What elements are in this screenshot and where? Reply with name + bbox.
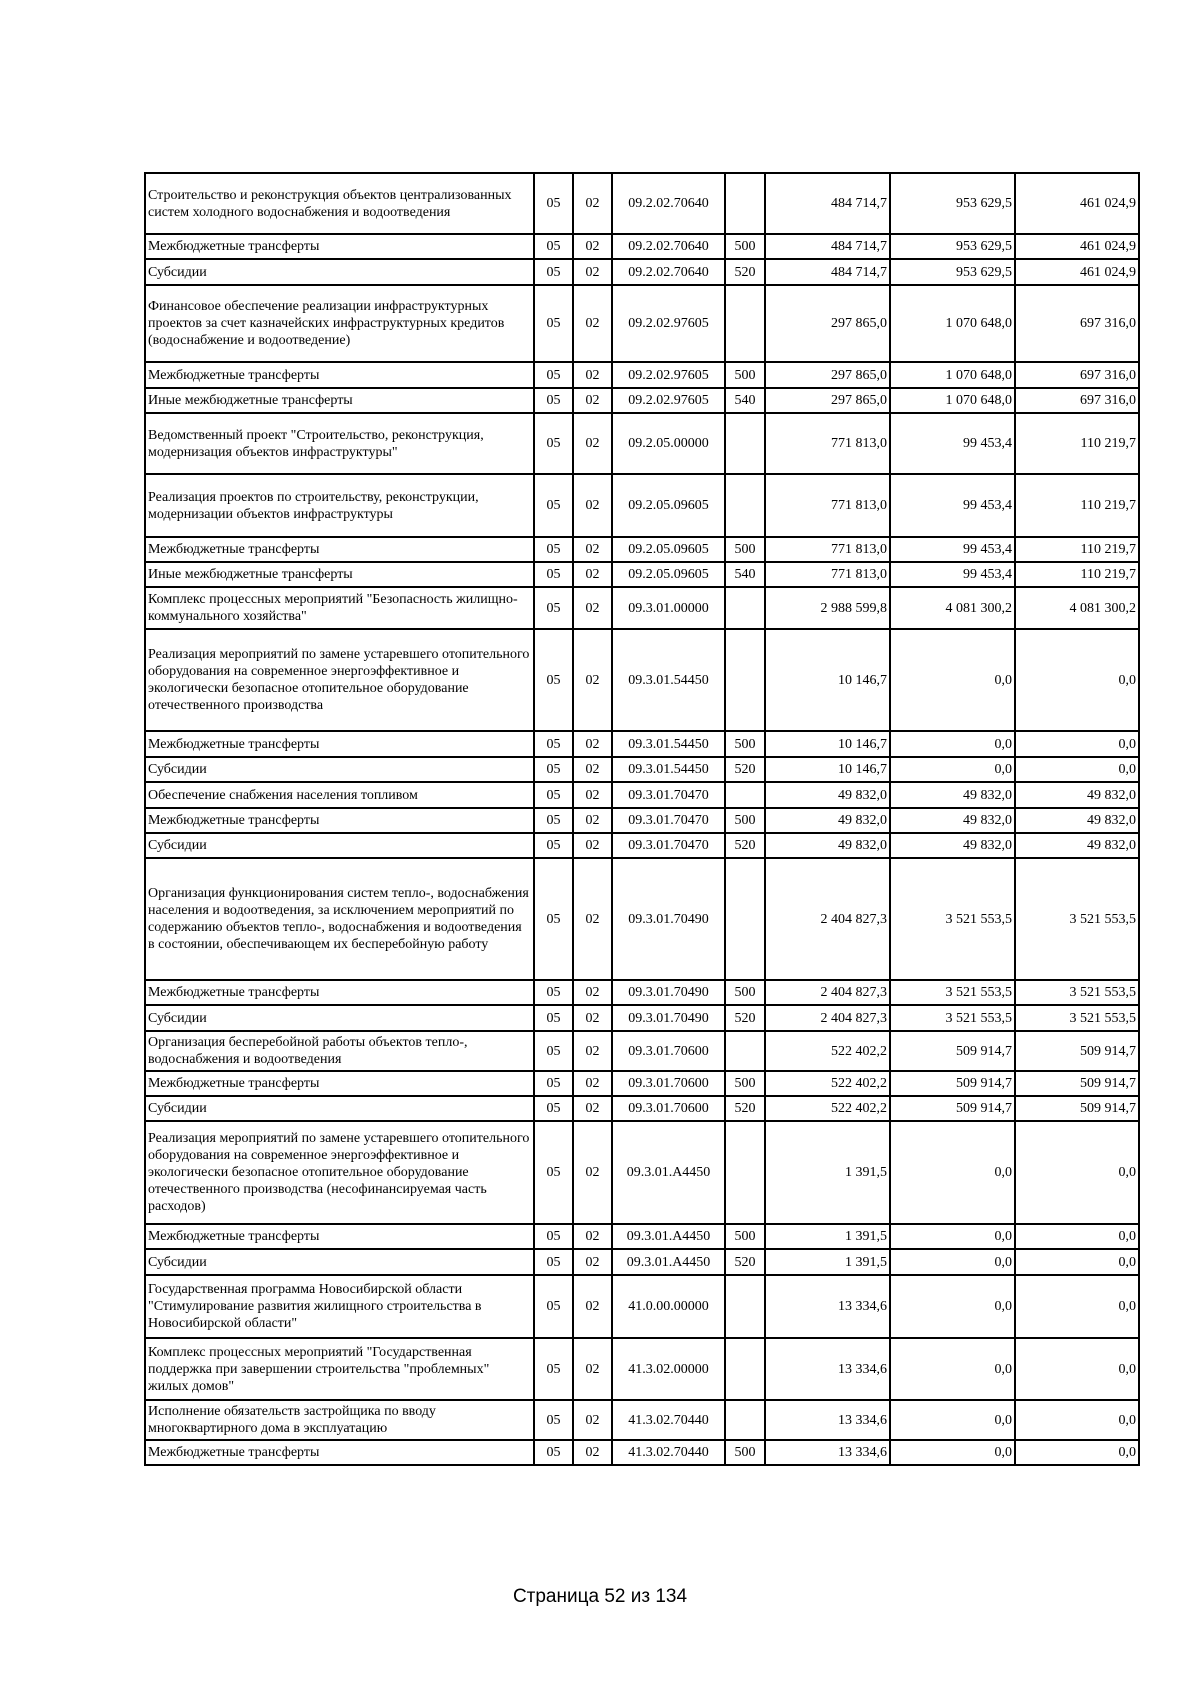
- cell-amount-year2: 99 453,4: [890, 562, 1015, 587]
- cell-amount-year3: 49 832,0: [1015, 833, 1139, 858]
- cell-expense-type: [725, 1275, 765, 1338]
- cell-subsection: 02: [573, 362, 612, 388]
- cell-target-article: 09.3.01.54450: [612, 757, 725, 782]
- cell-expense-type: 500: [725, 1440, 765, 1465]
- cell-section: 05: [534, 1071, 573, 1096]
- cell-amount-year1: 522 402,2: [765, 1031, 890, 1071]
- cell-target-article: 09.3.01.70600: [612, 1031, 725, 1071]
- cell-amount-year2: 0,0: [890, 757, 1015, 782]
- cell-amount-year1: 484 714,7: [765, 173, 890, 234]
- cell-name: Межбюджетные трансферты: [145, 1440, 534, 1465]
- cell-amount-year1: 2 988 599,8: [765, 587, 890, 629]
- table-row: [145, 413, 1139, 474]
- cell-amount-year3: 110 219,7: [1015, 413, 1139, 474]
- cell-expense-type: 540: [725, 562, 765, 587]
- cell-expense-type: [725, 1338, 765, 1400]
- cell-name: Межбюджетные трансферты: [145, 1071, 534, 1096]
- cell-section: 05: [534, 808, 573, 833]
- table-row: [145, 980, 1139, 1005]
- cell-target-article: 09.3.01.А4450: [612, 1224, 725, 1249]
- cell-name: Межбюджетные трансферты: [145, 808, 534, 833]
- cell-expense-type: [725, 173, 765, 234]
- cell-amount-year1: 297 865,0: [765, 388, 890, 413]
- cell-name: Реализация мероприятий по замене устаревшего отопительного оборудования на современное энергоэффективное и экологически безопасное отопительное оборудование отечественного производства (несофинансируемая часть расходов): [145, 1121, 534, 1224]
- table-row: [145, 1096, 1139, 1121]
- cell-target-article: 09.3.01.70490: [612, 1005, 725, 1031]
- cell-name: Ведомственный проект "Строительство, реконструкция, модернизация объектов инфраструктуры": [145, 413, 534, 474]
- cell-section: 05: [534, 1224, 573, 1249]
- cell-name: Субсидии: [145, 1096, 534, 1121]
- cell-name: Межбюджетные трансферты: [145, 234, 534, 259]
- cell-amount-year3: 509 914,7: [1015, 1096, 1139, 1121]
- cell-amount-year2: 49 832,0: [890, 808, 1015, 833]
- cell-section: 05: [534, 980, 573, 1005]
- cell-amount-year2: 49 832,0: [890, 782, 1015, 808]
- cell-amount-year3: 509 914,7: [1015, 1031, 1139, 1071]
- cell-subsection: 02: [573, 173, 612, 234]
- cell-subsection: 02: [573, 629, 612, 731]
- cell-amount-year2: 1 070 648,0: [890, 285, 1015, 362]
- table-row: [145, 833, 1139, 858]
- cell-amount-year2: 99 453,4: [890, 537, 1015, 562]
- cell-amount-year1: 297 865,0: [765, 362, 890, 388]
- cell-expense-type: [725, 629, 765, 731]
- cell-amount-year1: 2 404 827,3: [765, 980, 890, 1005]
- cell-subsection: 02: [573, 1338, 612, 1400]
- table-row: [145, 1249, 1139, 1275]
- cell-amount-year1: 2 404 827,3: [765, 858, 890, 980]
- cell-target-article: 41.3.02.00000: [612, 1338, 725, 1400]
- cell-section: 05: [534, 858, 573, 980]
- cell-subsection: 02: [573, 833, 612, 858]
- cell-target-article: 09.3.01.54450: [612, 731, 725, 757]
- cell-amount-year1: 49 832,0: [765, 808, 890, 833]
- cell-subsection: 02: [573, 259, 612, 285]
- cell-name: Финансовое обеспечение реализации инфраструктурных проектов за счет казначейских инфраструктурных кредитов (водоснабжение и водоотведение): [145, 285, 534, 362]
- cell-amount-year3: 0,0: [1015, 1440, 1139, 1465]
- cell-target-article: 41.0.00.00000: [612, 1275, 725, 1338]
- cell-amount-year1: 49 832,0: [765, 833, 890, 858]
- table-row: [145, 587, 1139, 629]
- table-row: [145, 1121, 1139, 1224]
- cell-section: 05: [534, 413, 573, 474]
- cell-name: Комплекс процессных мероприятий "Безопасность жилищно-коммунального хозяйства": [145, 587, 534, 629]
- cell-expense-type: 500: [725, 537, 765, 562]
- cell-amount-year3: 3 521 553,5: [1015, 1005, 1139, 1031]
- cell-amount-year3: 697 316,0: [1015, 285, 1139, 362]
- cell-expense-type: 500: [725, 1224, 765, 1249]
- cell-name: Реализация проектов по строительству, реконструкции, модернизации объектов инфраструктуры: [145, 474, 534, 537]
- cell-subsection: 02: [573, 980, 612, 1005]
- cell-target-article: 09.3.01.70470: [612, 833, 725, 858]
- cell-target-article: 09.3.01.70490: [612, 980, 725, 1005]
- cell-subsection: 02: [573, 474, 612, 537]
- cell-target-article: 09.3.01.А4450: [612, 1121, 725, 1224]
- cell-name: Государственная программа Новосибирской области "Стимулирование развития жилищного строительства в Новосибирской области": [145, 1275, 534, 1338]
- table-row: [145, 285, 1139, 362]
- cell-target-article: 41.3.02.70440: [612, 1400, 725, 1440]
- cell-name: Субсидии: [145, 259, 534, 285]
- cell-amount-year2: 3 521 553,5: [890, 1005, 1015, 1031]
- cell-subsection: 02: [573, 1121, 612, 1224]
- cell-amount-year3: 0,0: [1015, 1249, 1139, 1275]
- cell-target-article: 09.2.02.70640: [612, 173, 725, 234]
- cell-amount-year1: 297 865,0: [765, 285, 890, 362]
- cell-amount-year3: 461 024,9: [1015, 259, 1139, 285]
- cell-amount-year1: 1 391,5: [765, 1249, 890, 1275]
- page-number: Страница 52 из 134: [512, 1586, 688, 1607]
- cell-amount-year3: 0,0: [1015, 731, 1139, 757]
- cell-section: 05: [534, 1249, 573, 1275]
- cell-amount-year1: 771 813,0: [765, 474, 890, 537]
- cell-amount-year2: 0,0: [890, 1440, 1015, 1465]
- cell-amount-year2: 3 521 553,5: [890, 980, 1015, 1005]
- cell-section: 05: [534, 362, 573, 388]
- cell-subsection: 02: [573, 1249, 612, 1275]
- cell-name: Субсидии: [145, 1249, 534, 1275]
- cell-expense-type: [725, 1031, 765, 1071]
- cell-section: 05: [534, 259, 573, 285]
- cell-section: 05: [534, 1031, 573, 1071]
- cell-amount-year2: 953 629,5: [890, 234, 1015, 259]
- cell-section: 05: [534, 833, 573, 858]
- cell-amount-year1: 10 146,7: [765, 629, 890, 731]
- cell-target-article: 09.2.05.09605: [612, 474, 725, 537]
- cell-name: Субсидии: [145, 833, 534, 858]
- cell-amount-year2: 0,0: [890, 1121, 1015, 1224]
- table-row: [145, 1400, 1139, 1440]
- cell-amount-year1: 771 813,0: [765, 537, 890, 562]
- cell-target-article: 09.3.01.70600: [612, 1096, 725, 1121]
- cell-amount-year3: 49 832,0: [1015, 782, 1139, 808]
- cell-amount-year2: 0,0: [890, 731, 1015, 757]
- cell-expense-type: 520: [725, 1005, 765, 1031]
- cell-section: 05: [534, 782, 573, 808]
- cell-amount-year3: 0,0: [1015, 1275, 1139, 1338]
- cell-section: 05: [534, 587, 573, 629]
- cell-subsection: 02: [573, 285, 612, 362]
- table-row: [145, 858, 1139, 980]
- cell-amount-year3: 3 521 553,5: [1015, 980, 1139, 1005]
- cell-amount-year3: 0,0: [1015, 1338, 1139, 1400]
- cell-name: Иные межбюджетные трансферты: [145, 562, 534, 587]
- table-row: [145, 808, 1139, 833]
- cell-target-article: 09.2.02.97605: [612, 285, 725, 362]
- cell-target-article: 09.3.01.70470: [612, 782, 725, 808]
- cell-section: 05: [534, 474, 573, 537]
- cell-amount-year3: 461 024,9: [1015, 173, 1139, 234]
- table-row: [145, 259, 1139, 285]
- cell-amount-year1: 1 391,5: [765, 1224, 890, 1249]
- cell-amount-year3: 110 219,7: [1015, 474, 1139, 537]
- table-row: [145, 1031, 1139, 1071]
- cell-amount-year2: 0,0: [890, 1400, 1015, 1440]
- cell-section: 05: [534, 1338, 573, 1400]
- cell-amount-year2: 0,0: [890, 1338, 1015, 1400]
- cell-section: 05: [534, 388, 573, 413]
- cell-name: Реализация мероприятий по замене устаревшего отопительного оборудования на современное энергоэффективное и экологически безопасное отопительное оборудование отечественного производства: [145, 629, 534, 731]
- cell-expense-type: [725, 285, 765, 362]
- cell-section: 05: [534, 537, 573, 562]
- cell-target-article: 09.2.02.97605: [612, 362, 725, 388]
- cell-amount-year3: 0,0: [1015, 1400, 1139, 1440]
- cell-amount-year1: 484 714,7: [765, 259, 890, 285]
- cell-amount-year3: 3 521 553,5: [1015, 858, 1139, 980]
- cell-subsection: 02: [573, 587, 612, 629]
- cell-name: Иные межбюджетные трансферты: [145, 388, 534, 413]
- cell-name: Обеспечение снабжения населения топливом: [145, 782, 534, 808]
- cell-target-article: 09.2.05.09605: [612, 537, 725, 562]
- cell-amount-year3: 4 081 300,2: [1015, 587, 1139, 629]
- cell-subsection: 02: [573, 234, 612, 259]
- cell-name: Межбюджетные трансферты: [145, 731, 534, 757]
- cell-amount-year2: 4 081 300,2: [890, 587, 1015, 629]
- budget-table: [144, 172, 1140, 1466]
- cell-subsection: 02: [573, 757, 612, 782]
- cell-amount-year2: 953 629,5: [890, 173, 1015, 234]
- cell-amount-year3: 461 024,9: [1015, 234, 1139, 259]
- cell-amount-year2: 1 070 648,0: [890, 362, 1015, 388]
- cell-subsection: 02: [573, 413, 612, 474]
- table-row: [145, 757, 1139, 782]
- cell-expense-type: [725, 587, 765, 629]
- cell-subsection: 02: [573, 1071, 612, 1096]
- cell-expense-type: 540: [725, 388, 765, 413]
- cell-amount-year1: 522 402,2: [765, 1096, 890, 1121]
- cell-target-article: 09.3.01.00000: [612, 587, 725, 629]
- cell-amount-year3: 0,0: [1015, 1224, 1139, 1249]
- cell-amount-year2: 3 521 553,5: [890, 858, 1015, 980]
- cell-amount-year1: 10 146,7: [765, 731, 890, 757]
- cell-amount-year1: 10 146,7: [765, 757, 890, 782]
- table-row: [145, 782, 1139, 808]
- cell-expense-type: 500: [725, 1071, 765, 1096]
- cell-amount-year3: 0,0: [1015, 1121, 1139, 1224]
- cell-amount-year1: 13 334,6: [765, 1275, 890, 1338]
- table-row: [145, 1005, 1139, 1031]
- cell-expense-type: 500: [725, 980, 765, 1005]
- cell-amount-year1: 771 813,0: [765, 562, 890, 587]
- cell-target-article: 41.3.02.70440: [612, 1440, 725, 1465]
- cell-target-article: 09.2.05.09605: [612, 562, 725, 587]
- cell-expense-type: 500: [725, 731, 765, 757]
- cell-amount-year1: 13 334,6: [765, 1338, 890, 1400]
- cell-subsection: 02: [573, 1005, 612, 1031]
- cell-section: 05: [534, 285, 573, 362]
- cell-amount-year1: 13 334,6: [765, 1440, 890, 1465]
- cell-subsection: 02: [573, 562, 612, 587]
- table-row: [145, 388, 1139, 413]
- table-row: [145, 731, 1139, 757]
- cell-name: Межбюджетные трансферты: [145, 1224, 534, 1249]
- budget-table-body: [145, 173, 1139, 1465]
- cell-amount-year3: 509 914,7: [1015, 1071, 1139, 1096]
- cell-expense-type: 500: [725, 234, 765, 259]
- cell-name: Комплекс процессных мероприятий "Государственная поддержка при завершении строительства "проблемных" жилых домов": [145, 1338, 534, 1400]
- cell-target-article: 09.3.01.70470: [612, 808, 725, 833]
- cell-expense-type: [725, 858, 765, 980]
- table-row: [145, 1275, 1139, 1338]
- cell-expense-type: 500: [725, 808, 765, 833]
- cell-section: 05: [534, 234, 573, 259]
- cell-name: Межбюджетные трансферты: [145, 980, 534, 1005]
- cell-amount-year3: 110 219,7: [1015, 537, 1139, 562]
- cell-section: 05: [534, 1121, 573, 1224]
- cell-amount-year2: 0,0: [890, 1224, 1015, 1249]
- cell-amount-year2: 509 914,7: [890, 1096, 1015, 1121]
- table-row: [145, 362, 1139, 388]
- cell-amount-year2: 99 453,4: [890, 474, 1015, 537]
- cell-section: 05: [534, 1400, 573, 1440]
- cell-amount-year3: 49 832,0: [1015, 808, 1139, 833]
- cell-section: 05: [534, 1440, 573, 1465]
- cell-subsection: 02: [573, 1275, 612, 1338]
- cell-subsection: 02: [573, 1096, 612, 1121]
- cell-name: Организация функционирования систем тепло-, водоснабжения населения и водоотведения, за исключением мероприятий по содержанию объектов тепло-, водоснабжения и водоотведения в состоянии, обеспечивающем их бесперебойную работу: [145, 858, 534, 980]
- cell-amount-year3: 697 316,0: [1015, 362, 1139, 388]
- cell-amount-year2: 99 453,4: [890, 413, 1015, 474]
- cell-amount-year2: 49 832,0: [890, 833, 1015, 858]
- cell-name: Межбюджетные трансферты: [145, 537, 534, 562]
- cell-amount-year2: 509 914,7: [890, 1031, 1015, 1071]
- cell-amount-year2: 953 629,5: [890, 259, 1015, 285]
- cell-expense-type: 500: [725, 362, 765, 388]
- cell-amount-year3: 110 219,7: [1015, 562, 1139, 587]
- cell-name: Строительство и реконструкция объектов централизованных систем холодного водоснабжения и водоотведения: [145, 173, 534, 234]
- table-row: [145, 173, 1139, 234]
- cell-expense-type: [725, 1121, 765, 1224]
- table-row: [145, 1224, 1139, 1249]
- cell-subsection: 02: [573, 1440, 612, 1465]
- cell-section: 05: [534, 562, 573, 587]
- cell-section: 05: [534, 1275, 573, 1338]
- cell-subsection: 02: [573, 388, 612, 413]
- cell-amount-year1: 2 404 827,3: [765, 1005, 890, 1031]
- cell-subsection: 02: [573, 782, 612, 808]
- cell-section: 05: [534, 731, 573, 757]
- cell-target-article: 09.3.01.70600: [612, 1071, 725, 1096]
- table-row: [145, 1071, 1139, 1096]
- table-row: [145, 1338, 1139, 1400]
- cell-expense-type: 520: [725, 259, 765, 285]
- cell-amount-year1: 484 714,7: [765, 234, 890, 259]
- cell-amount-year1: 1 391,5: [765, 1121, 890, 1224]
- cell-section: 05: [534, 173, 573, 234]
- cell-section: 05: [534, 1005, 573, 1031]
- cell-amount-year2: 509 914,7: [890, 1071, 1015, 1096]
- cell-expense-type: 520: [725, 1096, 765, 1121]
- table-row: [145, 562, 1139, 587]
- cell-target-article: 09.2.02.97605: [612, 388, 725, 413]
- cell-amount-year3: 0,0: [1015, 757, 1139, 782]
- cell-amount-year2: 0,0: [890, 629, 1015, 731]
- cell-target-article: 09.3.01.70490: [612, 858, 725, 980]
- cell-target-article: 09.2.05.00000: [612, 413, 725, 474]
- table-row: [145, 234, 1139, 259]
- cell-amount-year1: 771 813,0: [765, 413, 890, 474]
- cell-amount-year2: 0,0: [890, 1249, 1015, 1275]
- cell-section: 05: [534, 757, 573, 782]
- cell-subsection: 02: [573, 1224, 612, 1249]
- cell-subsection: 02: [573, 808, 612, 833]
- cell-expense-type: [725, 1400, 765, 1440]
- cell-target-article: 09.2.02.70640: [612, 234, 725, 259]
- cell-expense-type: [725, 474, 765, 537]
- cell-section: 05: [534, 629, 573, 731]
- table-row: [145, 1440, 1139, 1465]
- cell-name: Исполнение обязательств застройщика по вводу многоквартирного дома в эксплуатацию: [145, 1400, 534, 1440]
- cell-expense-type: 520: [725, 757, 765, 782]
- cell-subsection: 02: [573, 1031, 612, 1071]
- cell-amount-year1: 13 334,6: [765, 1400, 890, 1440]
- cell-expense-type: 520: [725, 833, 765, 858]
- cell-expense-type: 520: [725, 1249, 765, 1275]
- cell-subsection: 02: [573, 1400, 612, 1440]
- cell-target-article: 09.3.01.А4450: [612, 1249, 725, 1275]
- cell-amount-year3: 0,0: [1015, 629, 1139, 731]
- table-row: [145, 629, 1139, 731]
- cell-expense-type: [725, 782, 765, 808]
- cell-amount-year3: 697 316,0: [1015, 388, 1139, 413]
- cell-subsection: 02: [573, 731, 612, 757]
- cell-amount-year1: 49 832,0: [765, 782, 890, 808]
- cell-name: Субсидии: [145, 1005, 534, 1031]
- table-row: [145, 474, 1139, 537]
- cell-subsection: 02: [573, 858, 612, 980]
- cell-name: Субсидии: [145, 757, 534, 782]
- cell-subsection: 02: [573, 537, 612, 562]
- cell-expense-type: [725, 413, 765, 474]
- table-row: [145, 537, 1139, 562]
- cell-amount-year2: 0,0: [890, 1275, 1015, 1338]
- cell-target-article: 09.2.02.70640: [612, 259, 725, 285]
- cell-name: Организация бесперебойной работы объектов тепло-, водоснабжения и водоотведения: [145, 1031, 534, 1071]
- cell-section: 05: [534, 1096, 573, 1121]
- cell-amount-year2: 1 070 648,0: [890, 388, 1015, 413]
- cell-amount-year1: 522 402,2: [765, 1071, 890, 1096]
- cell-name: Межбюджетные трансферты: [145, 362, 534, 388]
- cell-target-article: 09.3.01.54450: [612, 629, 725, 731]
